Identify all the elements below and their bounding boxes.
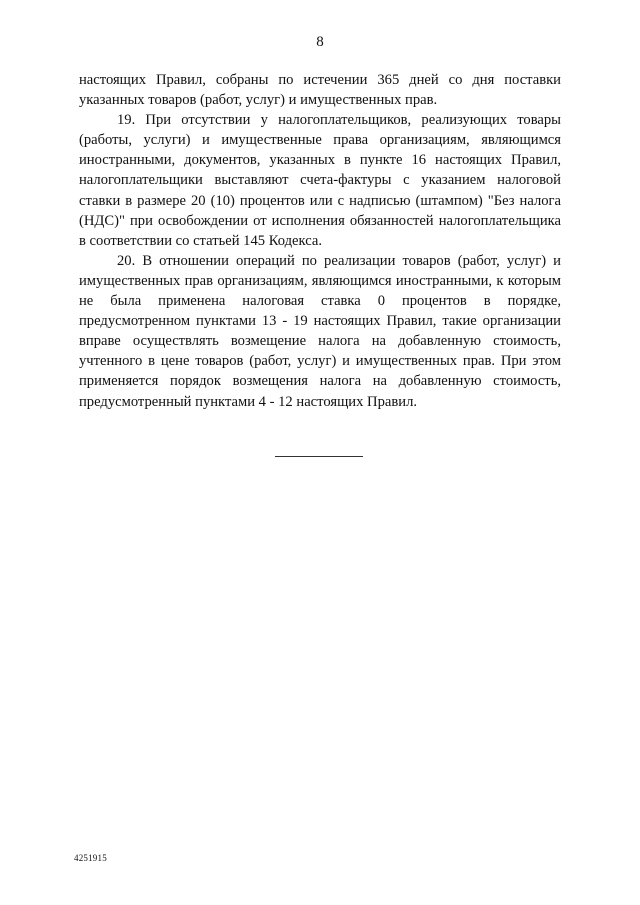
paragraph-20: 20. В отношении операций по реализации товаров (работ, услуг) и имущественных прав организациям, являющимся иностранными, к которым не была применена налоговая ставка 0 процентов в порядке, предусмотренном пунктами 13 - 19 настоящих Правил, такие организации вправе осуществлять возмещение налога на добавленную стоимость, учтенного в цене товаров (работ, услуг) и имущественных прав. При этом применяется порядок возмещения налога на добавленную стоимость, предусмотренный пунктами 4 - 12 настоящих Правил. xyxy=(79,252,561,410)
document-code: 4251915 xyxy=(74,853,107,863)
end-separator-line xyxy=(275,456,363,457)
page-number: 8 xyxy=(316,34,324,50)
paragraph-continuation: настоящих Правил, собраны по истечении 365 дней со дня поставки указанных товаров (работ, услуг) и имущественных прав. xyxy=(79,72,561,109)
paragraph-19: 19. При отсутствии у налогоплательщиков, реализующих товары (работы, услуги) и имущественные права организациям, являющимся иностранными, документов, указанных в пункте 16 настоящих Правил, налогоплательщики выставляют счета-фактуры с указанием налоговой ставки в размере 20 (10) процентов или с надписью (штампом) "Без налога (НДС)" при освобождении от исполнения обязанностей налогоплательщика в соответствии со статьей 145 Кодекса. xyxy=(79,112,561,249)
document-body xyxy=(79,70,561,412)
